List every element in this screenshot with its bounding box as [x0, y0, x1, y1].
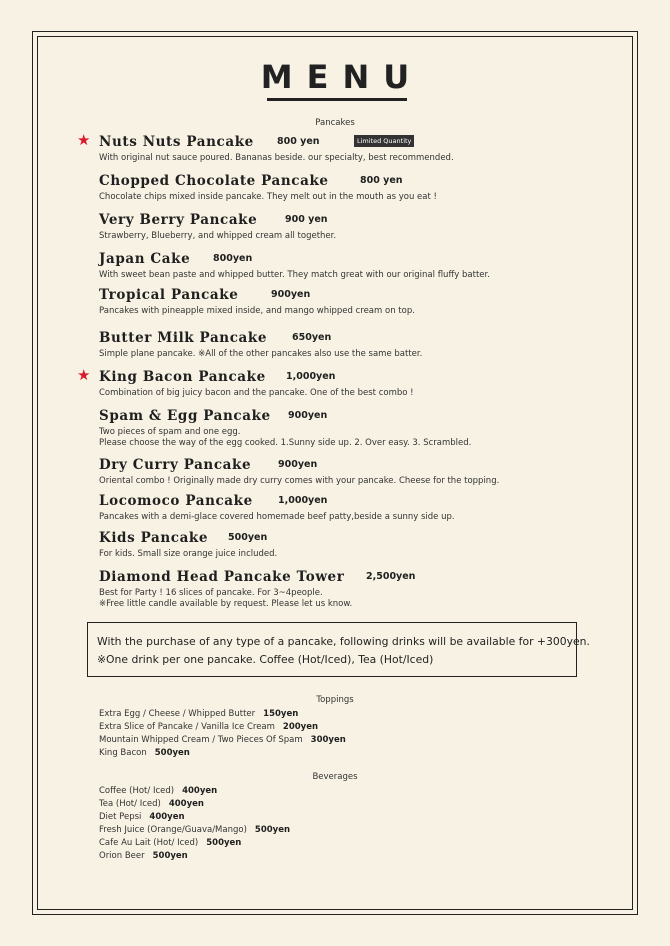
item-price: 500yen [152, 851, 188, 861]
item-name: Japan Cake [99, 251, 191, 267]
star-icon: ★ [77, 366, 91, 384]
item-description: Pancakes with pineapple mixed inside, and mango whipped cream on top. [99, 306, 415, 316]
list-item [99, 734, 346, 747]
item-description [99, 427, 619, 448]
item-label: Fresh Juice (Orange/Guava/Mango) [99, 825, 247, 835]
drink-offer-notice [87, 622, 590, 677]
list-item [99, 747, 346, 760]
beverages-list [99, 785, 290, 863]
item-description: With original nut sauce poured. Bananas beside. our specialty, best recommended. [99, 153, 454, 163]
item-price: 2,500yen [366, 571, 416, 582]
item-label: Orion Beer [99, 851, 145, 861]
limited-quantity-badge: Limited Quantity [354, 135, 414, 147]
item-description-line: ※Free little candle available by request. Please let us know. [99, 598, 353, 609]
list-item [99, 850, 290, 863]
item-name: Locomoco Pancake [99, 493, 253, 509]
item-price: 500yen [206, 838, 242, 848]
item-price: 1,000yen [286, 371, 336, 382]
menu-item-japan-cake [99, 251, 619, 281]
menu-item-butter-milk [99, 330, 619, 360]
list-item [99, 811, 290, 824]
list-item [99, 785, 290, 798]
menu-item-nuts-nuts [77, 131, 619, 164]
item-label: Extra Slice of Pancake / Vanilla Ice Cream [99, 722, 275, 732]
item-price: 900yen [288, 410, 328, 421]
menu-item-king-bacon [77, 366, 619, 399]
item-price: 800 yen [360, 175, 403, 186]
item-description: With sweet bean paste and whipped butter. They match great with our original fluffy batter. [99, 270, 490, 280]
item-description: Strawberry, Blueberry, and whipped cream all together. [99, 231, 337, 241]
item-description: Pancakes with a demi-glace covered homemade beef patty,beside a sunny side up. [99, 512, 455, 522]
item-name: Dry Curry Pancake [99, 457, 252, 473]
list-item [99, 798, 290, 811]
item-label: Cafe Au Lait (Hot/ Iced) [99, 838, 199, 848]
item-description: Chocolate chips mixed inside pancake. They melt out in the mouth as you eat ! [99, 192, 437, 202]
item-description: Combination of big juicy bacon and the pancake. One of the best combo ! [99, 388, 414, 398]
item-price: 900 yen [285, 214, 328, 225]
list-item [99, 837, 290, 850]
item-name: Very Berry Pancake [99, 212, 258, 228]
menu-item-spam-egg [99, 408, 619, 448]
item-label: Mountain Whipped Cream / Two Pieces Of Spam [99, 735, 303, 745]
item-label: Diet Pepsi [99, 812, 142, 822]
item-name: King Bacon Pancake [99, 369, 266, 385]
title-underline [267, 98, 407, 101]
item-price: 650yen [292, 332, 332, 343]
item-label: Tea (Hot/ Iced) [99, 799, 161, 809]
item-price: 200yen [282, 722, 319, 732]
list-item [99, 708, 346, 721]
item-description: Oriental combo ! Originally made dry curry comes with your pancake. Cheese for the topping. [99, 476, 500, 486]
list-item [99, 721, 346, 734]
item-price: 300yen [310, 735, 346, 745]
menu-item-tropical [99, 287, 619, 317]
item-price: 500yen [228, 532, 268, 543]
item-description-line: Please choose the way of the egg cooked. 1.Sunny side up. 2. Over easy. 3. Scrambled. [99, 437, 472, 448]
item-price: 900yen [278, 459, 318, 470]
item-price: 500yen [254, 825, 291, 835]
item-price: 400yen [149, 812, 185, 822]
item-label: Coffee (Hot/ Iced) [99, 786, 175, 796]
toppings-list [99, 708, 346, 760]
list-item [99, 824, 290, 837]
item-name: Tropical Pancake [99, 287, 239, 303]
item-description-line: Two pieces of spam and one egg. [99, 427, 241, 437]
menu-item-very-berry [99, 212, 619, 242]
star-icon: ★ [77, 131, 91, 149]
item-price: 500yen [154, 748, 190, 758]
item-name: Kids Pancake [99, 530, 209, 546]
menu-item-diamond-head [99, 569, 619, 609]
notice-line: ※One drink per one pancake. Coffee (Hot/Iced), Tea (Hot/Iced) [97, 653, 434, 666]
item-name: Nuts Nuts Pancake [99, 134, 254, 150]
item-description: Simple plane pancake. ※All of the other pancakes also use the same batter. [99, 349, 423, 359]
menu-item-dry-curry [99, 457, 619, 487]
item-description: For kids. Small size orange juice included. [99, 549, 278, 559]
notice-line: With the purchase of any type of a pancake, following drinks will be available for +300yen. [97, 635, 590, 648]
item-description [99, 588, 619, 609]
item-label: King Bacon [99, 748, 147, 758]
menu-item-chopped-chocolate [99, 173, 619, 203]
item-description-line: Best for Party ! 16 slices of pancake. For 3~4people. [99, 588, 323, 598]
item-name: Diamond Head Pancake Tower [99, 569, 345, 585]
menu-item-locomoco [99, 493, 619, 523]
item-name: Butter Milk Pancake [99, 330, 268, 346]
section-label-pancakes: Pancakes [315, 118, 355, 128]
section-label-beverages: Beverages [312, 772, 358, 782]
section-label-toppings: Toppings [316, 695, 354, 705]
item-price: 1,000yen [278, 495, 328, 506]
item-price: 400yen [182, 786, 218, 796]
menu-item-kids [99, 530, 619, 560]
item-price: 150yen [263, 709, 299, 719]
item-name: Chopped Chocolate Pancake [99, 173, 329, 189]
menu-title: MENU [260, 58, 424, 96]
item-label: Extra Egg / Cheese / Whipped Butter [99, 709, 256, 719]
item-price: 400yen [168, 799, 204, 809]
item-price: 800 yen [277, 136, 320, 147]
item-price: 800yen [213, 253, 253, 264]
item-price: 900yen [271, 289, 311, 300]
item-name: Spam & Egg Pancake [99, 408, 271, 424]
